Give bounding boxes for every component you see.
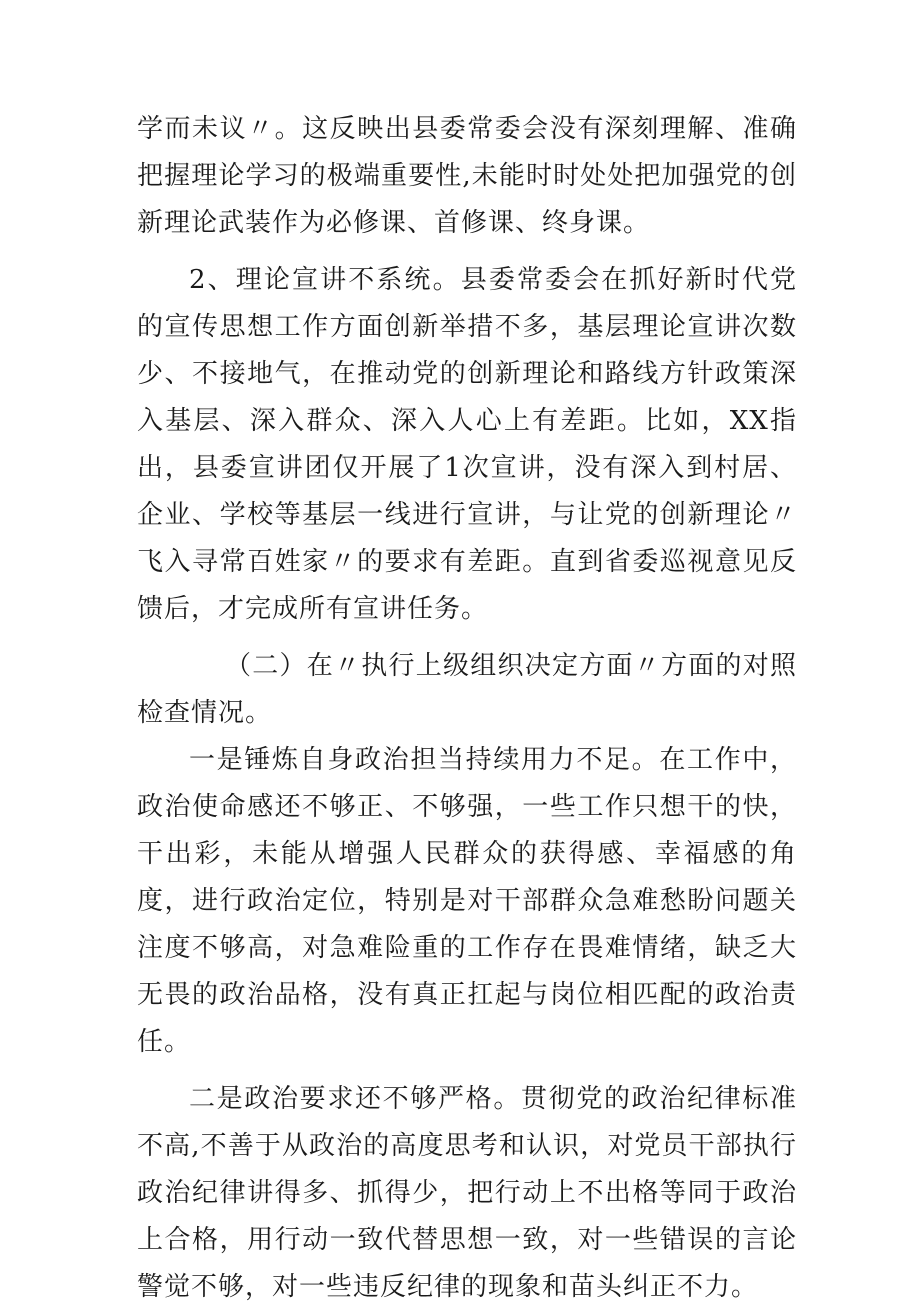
document-body bbox=[137, 106, 797, 1311]
paragraph-continuation: 学而未议〃。这反映出县委常委会没有深刻理解、准确把握理论学习的极端重要性,未能时时处处把加强党的创新理论武装作为必修课、首修课、终身课。 bbox=[137, 114, 797, 238]
paragraph-theory-lecture: 2、理论宣讲不系统。县委常委会在抓好新时代党的宣传思想工作方面创新举措不多，基层理论宣讲次数少、不接地气，在推动党的创新理论和路线方针政策深入基层、深入群众、深入人心上有差距。比如，XX指出，县委宣讲团仅开展了1次宣讲，没有深入到村居、企业、学校等基层一线进行宣讲，与让党的创新理论〃飞入寻常百姓家〃的要求有差距。直到省委巡视意见反馈后，才完成所有宣讲任务。 bbox=[137, 265, 797, 624]
paragraph-political-responsibility: 一是锤炼自身政治担当持续用力不足。在工作中，政治使命感还不够正、不够强，一些工作只想干的快，干出彩，未能从增强人民群众的获得感、幸福感的角度，进行政治定位，特别是对干部群众急难愁盼问题关注度不够高，对急难险重的工作存在畏难情绪，缺乏大无畏的政治品格，没有真正扛起与岗位相匹配的政治责任。 bbox=[137, 745, 797, 1057]
section-heading: （二）在〃执行上级组织决定方面〃方面的对照检查情况。 bbox=[137, 651, 797, 728]
paragraph-political-discipline: 二是政治要求还不够严格。贯彻党的政治纪律标准不高,不善于从政治的高度思考和认识，对党员干部执行政治纪律讲得多、抓得少，把行动上不出格等同于政治上合格，用行动一致代替思想一致，对一些错误的言论警觉不够，对一些违反纪律的现象和苗头纠正不力。 bbox=[137, 1084, 797, 1302]
